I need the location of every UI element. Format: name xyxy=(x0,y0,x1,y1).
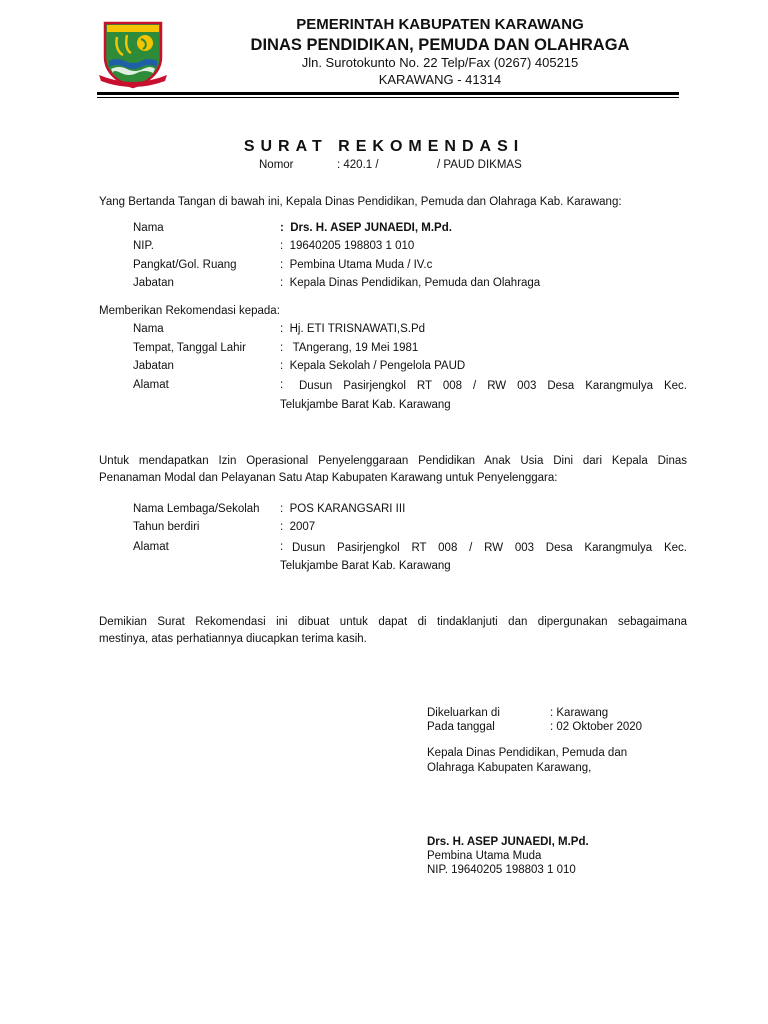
signer-role-line1: Kepala Dinas Pendidikan, Pemuda dan xyxy=(427,747,628,759)
recipient-name-value: : Hj. ETI TRISNAWATI,S.Pd xyxy=(280,323,426,335)
nomor-label: Nomor xyxy=(259,159,294,171)
institution-year-label: Tahun berdiri xyxy=(133,521,200,533)
letterhead-divider-thick xyxy=(97,92,679,95)
recipient-address-label: Alamat xyxy=(133,379,169,391)
recommend-intro: Memberikan Rekomendasi kepada: xyxy=(99,305,280,317)
signer-position-label: Jabatan xyxy=(133,277,174,289)
institution-name-value: : POS KARANGSARI III xyxy=(280,503,406,515)
recipient-position-label: Jabatan xyxy=(133,360,174,372)
letterhead-government: PEMERINTAH KABUPATEN KARAWANG xyxy=(296,16,584,33)
recipient-birth-value: : TAngerang, 19 Mei 1981 xyxy=(280,342,419,354)
institution-address-colon: : xyxy=(280,541,284,553)
signer-rank-label: Pangkat/Gol. Ruang xyxy=(133,259,237,271)
intro-text: Yang Bertanda Tangan di bawah ini, Kepala Dinas Pendidikan, Pemuda dan Olahraga Kab. Karawang: xyxy=(99,196,622,208)
nomor-suffix: / PAUD DIKMAS xyxy=(437,159,522,171)
recipient-address-line1: Dusun Pasirjengkol RT 008 / RW 003 Desa Karangmulya Kec. xyxy=(299,380,687,392)
issued-place-value: : Karawang xyxy=(550,707,609,719)
issued-date-value: : 02 Oktober 2020 xyxy=(550,721,643,733)
letterhead xyxy=(190,16,690,88)
institution-name-label: Nama Lembaga/Sekolah xyxy=(133,503,260,515)
closing-line1: Demikian Surat Rekomendasi ini dibuat untuk dapat di tindaklanjuti dan dipergunakan sebagaimana xyxy=(99,616,687,628)
institution-address-line1: Dusun Pasirjengkol RT 008 / RW 003 Desa Karangmulya Kec. xyxy=(292,542,687,554)
signer-name-label: Nama xyxy=(133,222,164,234)
purpose-line2: Penanaman Modal dan Pelayanan Satu Atap Kabupaten Karawang untuk Penyelenggara: xyxy=(99,472,558,484)
signature-name: Drs. H. ASEP JUNAEDI, M.Pd. xyxy=(427,836,589,848)
signer-name-value: : Drs. H. ASEP JUNAEDI, M.Pd. xyxy=(280,222,452,234)
issued-place-label: Dikeluarkan di xyxy=(427,707,500,719)
signature-rank: Pembina Utama Muda xyxy=(427,850,542,862)
recipient-position-value: : Kepala Sekolah / Pengelola PAUD xyxy=(280,360,466,372)
recipient-address-colon: : xyxy=(280,379,284,391)
signer-nip-label: NIP. xyxy=(133,240,154,252)
letterhead-address: Jln. Surotokunto No. 22 Telp/Fax (0267) 405215 xyxy=(301,55,579,71)
signer-nip-value: : 19640205 198803 1 010 xyxy=(280,240,415,252)
issued-date-label: Pada tanggal xyxy=(427,721,495,733)
signature-nip: NIP. 19640205 198803 1 010 xyxy=(427,864,576,876)
purpose-line1: Untuk mendapatkan Izin Operasional Penyelenggaraan Pendidikan Anak Usia Dini dari Kepala Dinas xyxy=(99,455,687,467)
letterhead-divider-thin xyxy=(97,97,679,98)
nomor-value: : 420.1 / xyxy=(337,159,379,171)
institution-address-line2: Telukjambe Barat Kab. Karawang xyxy=(280,560,451,572)
signer-rank-value: : Pembina Utama Muda / IV.c xyxy=(280,259,433,271)
letter-title: SURAT REKOMENDASI xyxy=(243,138,525,155)
closing-line2: mestinya, atas perhatiannya diucapkan terima kasih. xyxy=(99,633,367,645)
recipient-name-label: Nama xyxy=(133,323,164,335)
signer-position-value: : Kepala Dinas Pendidikan, Pemuda dan Olahraga xyxy=(280,277,541,289)
recipient-birth-label: Tempat, Tanggal Lahir xyxy=(133,342,246,354)
institution-year-value: : 2007 xyxy=(280,521,316,533)
signer-role-line2: Olahraga Kabupaten Karawang, xyxy=(427,762,592,774)
institution-address-label: Alamat xyxy=(133,541,169,553)
letterhead-city: KARAWANG - 41314 xyxy=(378,71,502,87)
recipient-address-line2: Telukjambe Barat Kab. Karawang xyxy=(280,399,451,411)
karawang-emblem-icon xyxy=(97,17,169,89)
letterhead-agency: DINAS PENDIDIKAN, PEMUDA DAN OLAHRAGA xyxy=(250,35,630,54)
